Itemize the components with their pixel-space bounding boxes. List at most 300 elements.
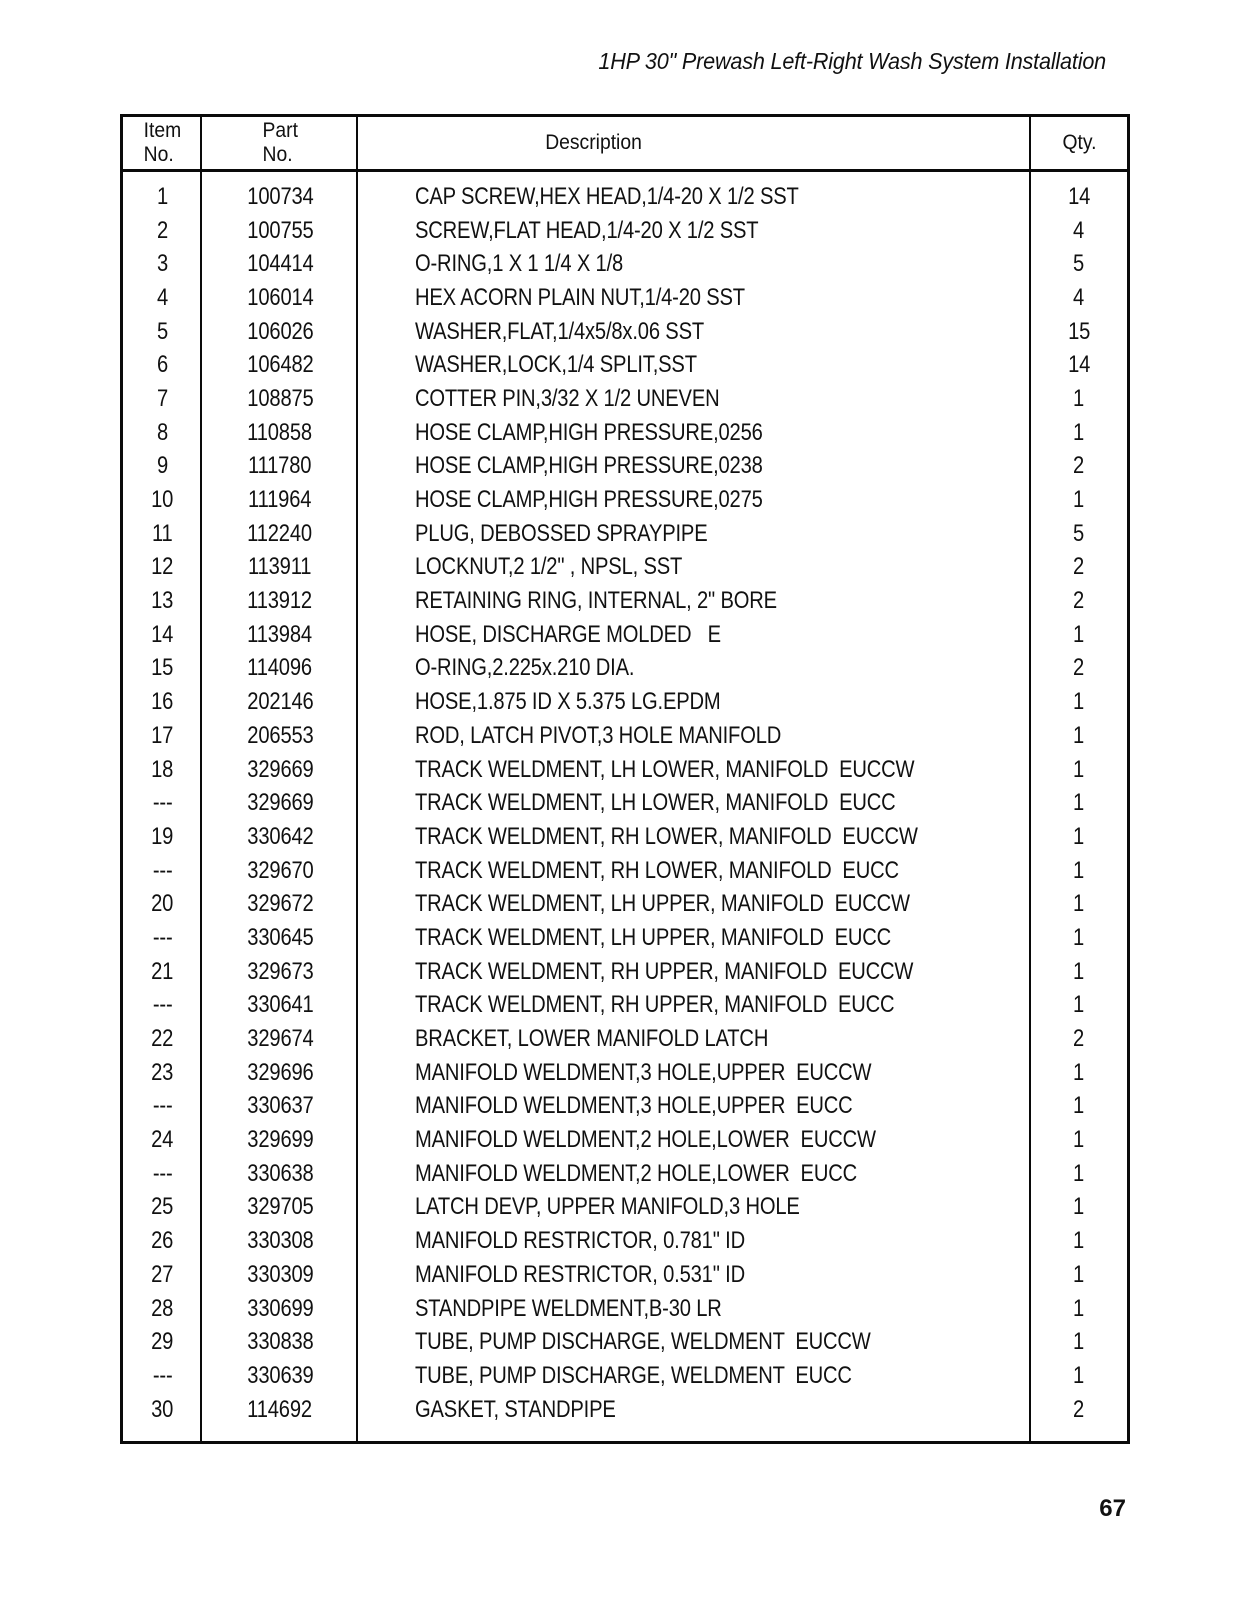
- cell-description-text: COTTER PIN,3/32 X 1/2 UNEVEN: [415, 384, 720, 412]
- table-row: [123, 753, 1127, 787]
- cell-qty-text: 1: [1073, 688, 1085, 716]
- cell-description: [358, 887, 1031, 921]
- cell-description-text: MANIFOLD WELDMENT,3 HOLE,UPPER EUCCW: [415, 1058, 872, 1086]
- cell-qty-text: 1: [1073, 1328, 1085, 1356]
- cell-description: [358, 1090, 1031, 1124]
- cell-description: [358, 281, 1031, 315]
- cell-qty: [1031, 1123, 1127, 1157]
- cell-part-no-text: 330838: [246, 1328, 314, 1356]
- cell-part-no: [202, 281, 358, 315]
- cell-description-text: HOSE CLAMP,HIGH PRESSURE,0275: [415, 486, 763, 514]
- cell-item-no-text: 22: [151, 1025, 174, 1053]
- cell-part-no: [202, 719, 358, 753]
- cell-qty: [1031, 1056, 1127, 1090]
- cell-qty-text: 1: [1073, 384, 1085, 412]
- column-header-description-text: Description: [545, 131, 642, 154]
- cell-qty: [1031, 1157, 1127, 1191]
- cell-item-no-text: ---: [152, 1361, 173, 1389]
- cell-part-no: [202, 786, 358, 820]
- cell-part-no: [202, 1056, 358, 1090]
- cell-qty-text: 1: [1073, 957, 1085, 985]
- table-row: [123, 921, 1127, 955]
- cell-qty: [1031, 180, 1127, 214]
- table-row: [123, 1359, 1127, 1393]
- table-body: [123, 172, 1127, 1441]
- cell-description-text: WASHER,LOCK,1/4 SPLIT,SST: [415, 351, 697, 379]
- cell-part-no-text: 111964: [248, 486, 312, 514]
- cell-part-no-text: 329696: [246, 1058, 314, 1086]
- table-row: [123, 685, 1127, 719]
- cell-qty: [1031, 618, 1127, 652]
- cell-item-no: [123, 1090, 202, 1124]
- cell-part-no-text: 329705: [246, 1193, 314, 1221]
- cell-part-no: [202, 887, 358, 921]
- cell-part-no-text: 100734: [246, 182, 314, 210]
- table-row: [123, 1157, 1127, 1191]
- cell-item-no-text: 8: [156, 418, 169, 446]
- cell-part-no: [202, 921, 358, 955]
- cell-qty-text: 1: [1073, 418, 1085, 446]
- cell-description: [358, 1123, 1031, 1157]
- cell-qty-text: 2: [1073, 654, 1085, 682]
- cell-qty: [1031, 989, 1127, 1023]
- cell-description: [358, 382, 1031, 416]
- table-row: [123, 382, 1127, 416]
- cell-qty-text: 1: [1073, 1159, 1085, 1187]
- cell-qty-text: 2: [1073, 452, 1085, 480]
- cell-item-no-text: 12: [151, 553, 174, 581]
- cell-description-text: O-RING,1 X 1 1/4 X 1/8: [415, 250, 624, 278]
- cell-description: [358, 584, 1031, 618]
- column-divider-description-qty: [1029, 117, 1031, 1441]
- cell-item-no: [123, 180, 202, 214]
- cell-qty-text: 4: [1073, 216, 1085, 244]
- cell-part-no-text: 112240: [247, 519, 313, 547]
- table-row: [123, 1292, 1127, 1326]
- cell-description-text: WASHER,FLAT,1/4x5/8x.06 SST: [415, 317, 705, 345]
- cell-qty: [1031, 584, 1127, 618]
- cell-description-text: TRACK WELDMENT, RH LOWER, MANIFOLD EUCC: [415, 856, 899, 884]
- table-row: [123, 786, 1127, 820]
- cell-item-no: [123, 1022, 202, 1056]
- cell-item-no: [123, 247, 202, 281]
- cell-part-no-text: 110858: [247, 418, 313, 446]
- cell-part-no: [202, 382, 358, 416]
- cell-part-no: [202, 820, 358, 854]
- cell-description: [358, 348, 1031, 382]
- cell-part-no: [202, 854, 358, 888]
- cell-item-no-text: ---: [152, 856, 173, 884]
- table-row: [123, 483, 1127, 517]
- cell-part-no-text: 330638: [246, 1159, 314, 1187]
- cell-part-no: [202, 1191, 358, 1225]
- cell-part-no-text: 114096: [247, 654, 313, 682]
- cell-part-no-text: 113984: [247, 620, 313, 648]
- cell-description: [358, 1292, 1031, 1326]
- cell-item-no: [123, 887, 202, 921]
- cell-description: [358, 1157, 1031, 1191]
- column-header-part-no: [202, 117, 358, 169]
- cell-part-no: [202, 1292, 358, 1326]
- column-header-qty-text: Qty.: [1061, 131, 1096, 154]
- cell-part-no: [202, 1224, 358, 1258]
- cell-description: [358, 989, 1031, 1023]
- cell-description-text: MANIFOLD WELDMENT,2 HOLE,LOWER EUCC: [415, 1159, 858, 1187]
- table-row: [123, 247, 1127, 281]
- cell-description: [358, 1258, 1031, 1292]
- cell-part-no-text: 100755: [246, 216, 314, 244]
- cell-description-text: TRACK WELDMENT, LH UPPER, MANIFOLD EUCCW: [415, 890, 910, 918]
- cell-description: [358, 1325, 1031, 1359]
- cell-item-no: [123, 281, 202, 315]
- cell-description-text: GASKET, STANDPIPE: [415, 1395, 616, 1423]
- table-row: [123, 450, 1127, 484]
- cell-item-no-text: 7: [156, 384, 169, 412]
- cell-description-text: HOSE, DISCHARGE MOLDED E: [415, 620, 721, 648]
- cell-description-text: MANIFOLD RESTRICTOR, 0.531" ID: [415, 1260, 745, 1288]
- cell-item-no-text: ---: [152, 991, 173, 1019]
- cell-qty-text: 1: [1073, 1193, 1085, 1221]
- cell-qty: [1031, 517, 1127, 551]
- column-header-part-no-text: Part No.: [262, 119, 298, 166]
- cell-qty-text: 2: [1073, 1395, 1085, 1423]
- table-header-row: [123, 117, 1127, 172]
- cell-description-text: BRACKET, LOWER MANIFOLD LATCH: [415, 1025, 769, 1053]
- table-row: [123, 989, 1127, 1023]
- cell-description-text: O-RING,2.225x.210 DIA.: [415, 654, 635, 682]
- cell-qty-text: 5: [1073, 519, 1085, 547]
- cell-item-no-text: 18: [151, 755, 174, 783]
- cell-description-text: TRACK WELDMENT, LH LOWER, MANIFOLD EUCCW: [415, 755, 915, 783]
- cell-qty: [1031, 416, 1127, 450]
- cell-qty: [1031, 652, 1127, 686]
- cell-qty: [1031, 450, 1127, 484]
- cell-part-no-text: 330637: [246, 1092, 314, 1120]
- cell-qty: [1031, 551, 1127, 585]
- cell-part-no-text: 329699: [246, 1126, 314, 1154]
- cell-item-no-text: 4: [156, 283, 169, 311]
- cell-part-no: [202, 584, 358, 618]
- cell-description: [358, 921, 1031, 955]
- table-row: [123, 618, 1127, 652]
- cell-qty: [1031, 1191, 1127, 1225]
- cell-qty-text: 1: [1073, 620, 1085, 648]
- cell-part-no: [202, 551, 358, 585]
- cell-qty-text: 1: [1073, 822, 1085, 850]
- cell-description-text: MANIFOLD RESTRICTOR, 0.781" ID: [415, 1227, 745, 1255]
- cell-item-no-text: ---: [152, 1092, 173, 1120]
- cell-part-no: [202, 1022, 358, 1056]
- cell-item-no: [123, 1157, 202, 1191]
- cell-qty: [1031, 719, 1127, 753]
- cell-part-no: [202, 1359, 358, 1393]
- column-header-qty: [1031, 117, 1127, 169]
- cell-part-no-text: 108875: [246, 384, 314, 412]
- cell-item-no-text: 11: [152, 519, 173, 547]
- cell-part-no: [202, 685, 358, 719]
- cell-item-no-text: 14: [151, 620, 174, 648]
- cell-qty-text: 5: [1073, 250, 1085, 278]
- cell-qty: [1031, 854, 1127, 888]
- cell-part-no-text: 329670: [246, 856, 314, 884]
- cell-item-no-text: 29: [151, 1328, 174, 1356]
- cell-part-no-text: 113912: [247, 587, 313, 615]
- cell-part-no-text: 330699: [246, 1294, 314, 1322]
- cell-item-no: [123, 315, 202, 349]
- table-row: [123, 214, 1127, 248]
- cell-part-no: [202, 1157, 358, 1191]
- cell-item-no: [123, 1393, 202, 1427]
- cell-part-no: [202, 517, 358, 551]
- cell-qty-text: 14: [1067, 351, 1091, 379]
- cell-description-text: TRACK WELDMENT, LH UPPER, MANIFOLD EUCC: [415, 923, 892, 951]
- cell-qty: [1031, 820, 1127, 854]
- cell-description: [358, 180, 1031, 214]
- cell-qty: [1031, 214, 1127, 248]
- cell-description: [358, 786, 1031, 820]
- cell-description: [358, 1224, 1031, 1258]
- table-row: [123, 517, 1127, 551]
- cell-part-no: [202, 1325, 358, 1359]
- cell-part-no: [202, 1123, 358, 1157]
- cell-item-no-text: 17: [151, 721, 174, 749]
- cell-qty: [1031, 955, 1127, 989]
- cell-qty: [1031, 685, 1127, 719]
- cell-item-no-text: 16: [151, 688, 174, 716]
- cell-qty: [1031, 1258, 1127, 1292]
- cell-description-text: ROD, LATCH PIVOT,3 HOLE MANIFOLD: [415, 721, 782, 749]
- cell-description-text: TRACK WELDMENT, LH LOWER, MANIFOLD EUCC: [415, 789, 896, 817]
- cell-part-no: [202, 989, 358, 1023]
- cell-item-no: [123, 1258, 202, 1292]
- cell-description-text: HEX ACORN PLAIN NUT,1/4-20 SST: [415, 283, 745, 311]
- table-row: [123, 820, 1127, 854]
- cell-part-no-text: 106482: [246, 351, 314, 379]
- cell-qty-text: 2: [1073, 553, 1085, 581]
- cell-item-no-text: ---: [152, 1159, 173, 1187]
- cell-description: [358, 450, 1031, 484]
- cell-qty-text: 1: [1073, 1361, 1085, 1389]
- cell-qty: [1031, 382, 1127, 416]
- column-header-description: [358, 117, 1031, 169]
- cell-description-text: TRACK WELDMENT, RH UPPER, MANIFOLD EUCC: [415, 991, 895, 1019]
- cell-qty: [1031, 1292, 1127, 1326]
- cell-part-no-text: 329672: [246, 890, 314, 918]
- cell-item-no: [123, 517, 202, 551]
- cell-qty-text: 1: [1073, 1294, 1085, 1322]
- table-row: [123, 652, 1127, 686]
- cell-item-no: [123, 921, 202, 955]
- cell-qty-text: 1: [1073, 890, 1085, 918]
- cell-qty: [1031, 1325, 1127, 1359]
- cell-qty-text: 2: [1073, 587, 1085, 615]
- cell-item-no: [123, 719, 202, 753]
- cell-part-no-text: 330308: [246, 1227, 314, 1255]
- table-row: [123, 1224, 1127, 1258]
- cell-qty: [1031, 1393, 1127, 1427]
- cell-part-no: [202, 652, 358, 686]
- cell-item-no: [123, 1292, 202, 1326]
- cell-part-no-text: 330642: [246, 822, 314, 850]
- cell-qty: [1031, 1022, 1127, 1056]
- cell-part-no: [202, 214, 358, 248]
- table-row: [123, 887, 1127, 921]
- cell-part-no: [202, 1393, 358, 1427]
- cell-qty: [1031, 1090, 1127, 1124]
- column-divider-item-part: [200, 117, 202, 1441]
- cell-description: [358, 1056, 1031, 1090]
- cell-part-no: [202, 450, 358, 484]
- cell-item-no-text: 5: [156, 317, 169, 345]
- cell-item-no-text: 13: [151, 587, 174, 615]
- cell-item-no: [123, 820, 202, 854]
- cell-qty-text: 1: [1073, 1058, 1085, 1086]
- cell-qty-text: 1: [1073, 991, 1085, 1019]
- cell-part-no-text: 111780: [248, 452, 312, 480]
- cell-qty: [1031, 753, 1127, 787]
- cell-qty: [1031, 348, 1127, 382]
- cell-description: [358, 1393, 1031, 1427]
- cell-part-no: [202, 348, 358, 382]
- cell-item-no: [123, 1191, 202, 1225]
- cell-item-no: [123, 1359, 202, 1393]
- cell-item-no: [123, 955, 202, 989]
- cell-part-no-text: 114692: [247, 1395, 313, 1423]
- table-row: [123, 281, 1127, 315]
- cell-qty: [1031, 247, 1127, 281]
- cell-part-no-text: 330639: [246, 1361, 314, 1389]
- cell-qty-text: 1: [1073, 486, 1085, 514]
- cell-item-no: [123, 1056, 202, 1090]
- cell-description: [358, 1191, 1031, 1225]
- cell-part-no: [202, 753, 358, 787]
- table-row: [123, 955, 1127, 989]
- cell-description-text: SCREW,FLAT HEAD,1/4-20 X 1/2 SST: [415, 216, 759, 244]
- cell-part-no-text: 104414: [246, 250, 314, 278]
- cell-description-text: HOSE CLAMP,HIGH PRESSURE,0256: [415, 418, 763, 446]
- cell-item-no: [123, 753, 202, 787]
- table-row: [123, 315, 1127, 349]
- cell-part-no-text: 329669: [246, 755, 314, 783]
- cell-item-no-text: 2: [156, 216, 169, 244]
- cell-description: [358, 820, 1031, 854]
- cell-item-no: [123, 652, 202, 686]
- cell-part-no-text: 106026: [246, 317, 314, 345]
- cell-qty-text: 1: [1073, 789, 1085, 817]
- cell-qty: [1031, 887, 1127, 921]
- cell-description: [358, 955, 1031, 989]
- cell-item-no-text: 25: [151, 1193, 174, 1221]
- cell-qty: [1031, 786, 1127, 820]
- cell-part-no-text: 202146: [246, 688, 314, 716]
- cell-description: [358, 652, 1031, 686]
- cell-item-no: [123, 382, 202, 416]
- cell-qty-text: 14: [1067, 182, 1091, 210]
- cell-part-no-text: 106014: [246, 283, 314, 311]
- table-row: [123, 854, 1127, 888]
- cell-item-no: [123, 854, 202, 888]
- cell-item-no: [123, 214, 202, 248]
- cell-description: [358, 719, 1031, 753]
- cell-item-no: [123, 584, 202, 618]
- cell-qty-text: 1: [1073, 1227, 1085, 1255]
- cell-description: [358, 214, 1031, 248]
- table-row: [123, 584, 1127, 618]
- cell-part-no: [202, 1090, 358, 1124]
- cell-item-no: [123, 1325, 202, 1359]
- table-row: [123, 1325, 1127, 1359]
- cell-item-no: [123, 1123, 202, 1157]
- cell-description-text: TUBE, PUMP DISCHARGE, WELDMENT EUCC: [415, 1361, 852, 1389]
- column-header-item-no: [123, 117, 202, 169]
- cell-item-no-text: 19: [151, 822, 174, 850]
- cell-item-no-text: 10: [151, 486, 174, 514]
- cell-item-no-text: 28: [151, 1294, 174, 1322]
- cell-item-no-text: ---: [152, 923, 173, 951]
- cell-item-no-text: 26: [151, 1227, 174, 1255]
- cell-description: [358, 551, 1031, 585]
- cell-part-no: [202, 416, 358, 450]
- cell-item-no-text: 9: [156, 452, 169, 480]
- cell-item-no-text: 24: [151, 1126, 174, 1154]
- table-row: [123, 1191, 1127, 1225]
- cell-part-no: [202, 180, 358, 214]
- cell-part-no-text: 329673: [246, 957, 314, 985]
- cell-description: [358, 1359, 1031, 1393]
- document-header-title: 1HP 30" Prewash Left-Right Wash System Installation: [598, 48, 1106, 74]
- cell-item-no-text: 3: [156, 250, 169, 278]
- table-row: [123, 1258, 1127, 1292]
- parts-table: [120, 114, 1130, 1444]
- cell-part-no-text: 206553: [246, 721, 314, 749]
- column-header-item-no-text: Item No.: [143, 119, 182, 166]
- cell-qty-text: 1: [1073, 721, 1085, 749]
- cell-description: [358, 854, 1031, 888]
- table-row: [123, 1393, 1127, 1427]
- cell-description-text: MANIFOLD WELDMENT,2 HOLE,LOWER EUCCW: [415, 1126, 876, 1154]
- cell-description-text: STANDPIPE WELDMENT,B-30 LR: [415, 1294, 722, 1322]
- cell-part-no: [202, 483, 358, 517]
- table-row: [123, 719, 1127, 753]
- cell-qty: [1031, 1359, 1127, 1393]
- cell-part-no: [202, 315, 358, 349]
- cell-qty-text: 1: [1073, 856, 1085, 884]
- cell-item-no: [123, 786, 202, 820]
- cell-qty: [1031, 1224, 1127, 1258]
- cell-qty-text: 1: [1073, 755, 1085, 783]
- cell-item-no-text: 21: [151, 957, 174, 985]
- cell-item-no: [123, 989, 202, 1023]
- table-row: [123, 1123, 1127, 1157]
- table-row: [123, 348, 1127, 382]
- cell-qty: [1031, 281, 1127, 315]
- table-row: [123, 1090, 1127, 1124]
- table-row: [123, 1056, 1127, 1090]
- cell-item-no: [123, 450, 202, 484]
- cell-item-no-text: 15: [151, 654, 174, 682]
- cell-qty-text: 1: [1073, 1126, 1085, 1154]
- cell-qty-text: 2: [1073, 1025, 1085, 1053]
- cell-part-no-text: 329669: [246, 789, 314, 817]
- cell-description-text: CAP SCREW,HEX HEAD,1/4-20 X 1/2 SST: [415, 182, 799, 210]
- cell-description-text: LATCH DEVP, UPPER MANIFOLD,3 HOLE: [415, 1193, 800, 1221]
- cell-description: [358, 483, 1031, 517]
- cell-qty-text: 1: [1073, 1092, 1085, 1120]
- cell-description-text: PLUG, DEBOSSED SPRAYPIPE: [415, 519, 708, 547]
- cell-item-no-text: 6: [156, 351, 169, 379]
- cell-item-no: [123, 1224, 202, 1258]
- cell-description-text: TUBE, PUMP DISCHARGE, WELDMENT EUCCW: [415, 1328, 871, 1356]
